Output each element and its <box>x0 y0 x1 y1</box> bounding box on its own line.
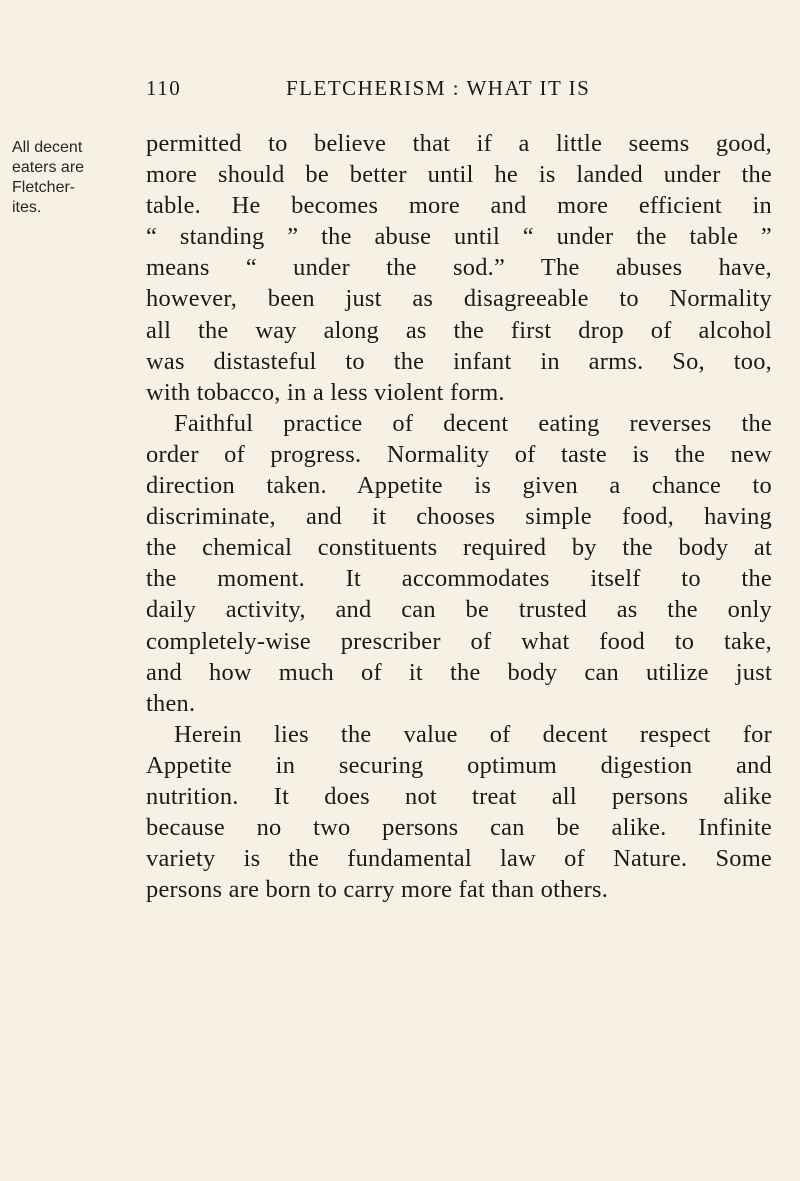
margin-note <box>12 138 130 218</box>
margin-note-line: eaters are <box>12 159 85 176</box>
text-line: direction taken. Appetite is given a chance to <box>146 472 772 500</box>
margin-note-line: ites. <box>12 199 42 216</box>
running-title: FLETCHERISM : WHAT IT IS <box>286 76 591 100</box>
text-line: daily activity, and can be trusted as the only <box>146 596 772 624</box>
text-line: all the way along as the first drop of alcohol <box>146 316 772 344</box>
margin-note-line: Fletcher- <box>12 179 76 196</box>
text-line: permitted to believe that if a little seems good, <box>146 130 772 157</box>
text-line: and how much of it the body can utilize just <box>146 658 772 686</box>
text-line: means “ under the sod.” The abuses have, <box>146 254 772 282</box>
text-line: Herein lies the value of decent respect for <box>174 720 772 748</box>
text-line: the chemical constituents required by the body at <box>146 534 772 562</box>
text-line: “ standing ” the abuse until “ under the table ” <box>146 223 772 251</box>
margin-note-line: All decent <box>12 139 83 156</box>
text-line: discriminate, and it chooses simple food, having <box>146 503 772 531</box>
running-header <box>146 70 760 106</box>
text-line: order of progress. Normality of taste is the new <box>146 440 772 468</box>
text-line: nutrition. It does not treat all persons alike <box>146 782 772 810</box>
text-line: with tobacco, in a less violent form. <box>146 378 505 406</box>
text-line: because no two persons can be alike. Infinite <box>146 814 772 842</box>
text-line: table. He becomes more and more efficient in <box>146 192 772 220</box>
text-line: the moment. It accommodates itself to the <box>146 565 772 593</box>
text-line: Faithful practice of decent eating reverses the <box>174 409 772 437</box>
text-line: completely-wise prescriber of what food to take, <box>146 627 772 655</box>
text-line: Appetite in securing optimum digestion and <box>146 751 772 779</box>
page-number: 110 <box>146 76 182 100</box>
text-line: more should be better until he is landed under the <box>146 161 772 189</box>
text-line: persons are born to carry more fat than others. <box>146 876 609 904</box>
text-line: however, been just as disagreeable to Normality <box>146 285 772 313</box>
body-text <box>146 128 772 905</box>
text-line: variety is the fundamental law of Nature. Some <box>146 845 772 873</box>
text-line: was distasteful to the infant in arms. So, too, <box>146 347 772 375</box>
text-line: then. <box>146 689 196 717</box>
